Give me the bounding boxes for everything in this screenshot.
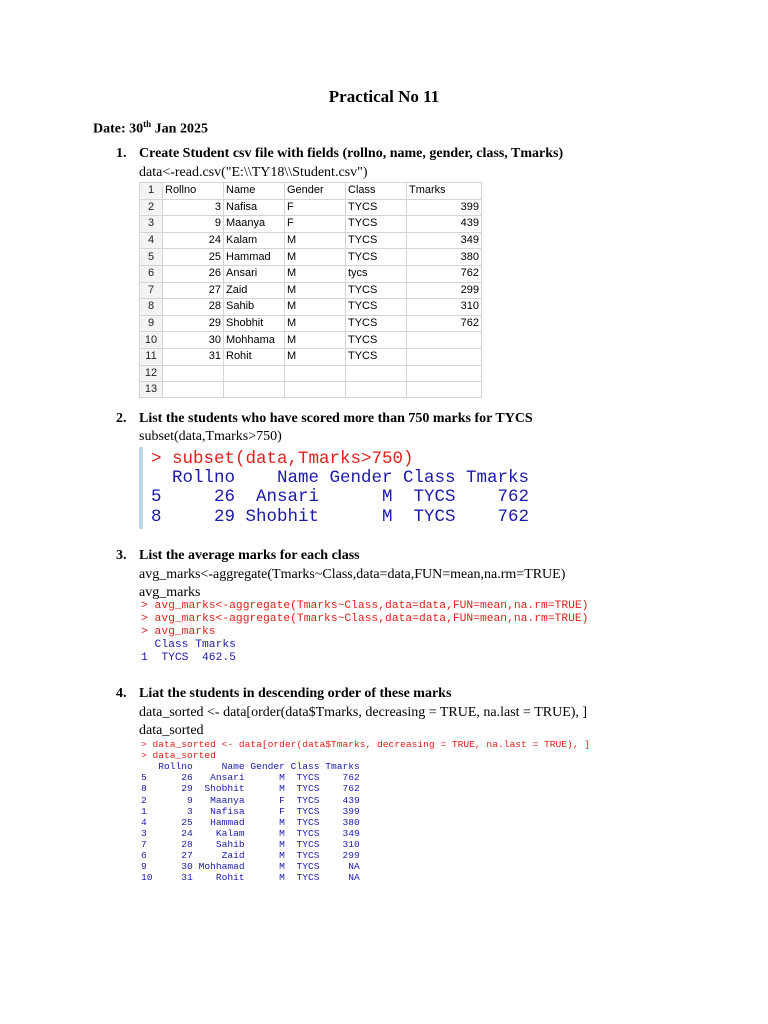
spreadsheet-row — [140, 282, 482, 299]
row-number: 3 — [140, 216, 163, 233]
cell: 24 — [163, 232, 224, 249]
cell: TYCS — [346, 348, 407, 365]
cell: TYCS — [346, 315, 407, 332]
row-number: 4 — [140, 232, 163, 249]
question-number: 4. — [116, 686, 127, 701]
spreadsheet-row — [140, 332, 482, 349]
row-number: 1 — [140, 183, 163, 200]
cell: M — [285, 265, 346, 282]
row-number: 8 — [140, 299, 163, 316]
cell: F — [285, 216, 346, 233]
cell: Kalam — [224, 232, 285, 249]
cell: TYCS — [346, 249, 407, 266]
cell: Sahib — [224, 299, 285, 316]
cell: 28 — [163, 299, 224, 316]
column-header: Name — [224, 183, 285, 200]
cell: Mohhama — [224, 332, 285, 349]
console-output-row: 5 26 Ansari M TYCS 762 — [151, 487, 530, 507]
date-prefix: Date: 30 — [93, 121, 144, 137]
console-command: > avg_marks — [141, 626, 216, 638]
spreadsheet-table — [139, 182, 482, 398]
row-number: 5 — [140, 249, 163, 266]
page-title: Practical No 11 — [328, 87, 440, 106]
cell: TYCS — [346, 199, 407, 216]
question-1 — [116, 146, 563, 162]
cell — [285, 382, 346, 398]
date-line — [93, 119, 208, 138]
cell: M — [285, 282, 346, 299]
cell: 26 — [163, 265, 224, 282]
cell: M — [285, 249, 346, 266]
console-command: > data_sorted <- data[order(data$Tmarks, decreasing = TRUE, na.last = TRUE), ] — [141, 739, 591, 750]
question-number: 2. — [116, 411, 127, 426]
cell: TYCS — [346, 299, 407, 316]
cell: 31 — [163, 348, 224, 365]
row-number: 12 — [140, 365, 163, 382]
console-output-header: Rollno Name Gender Class Tmarks — [151, 468, 530, 488]
cell: 9 — [163, 216, 224, 233]
cell — [407, 332, 482, 349]
console-output-row: 10 31 Rohit M TYCS NA — [141, 872, 360, 884]
cell: TYCS — [346, 216, 407, 233]
cell: 27 — [163, 282, 224, 299]
q4-code-line-1: data_sorted <- data[order(data$Tmarks, decreasing = TRUE, na.last = TRUE), ] — [139, 705, 588, 720]
question-number: 1. — [116, 146, 127, 161]
console-output-header: Class Tmarks — [141, 639, 236, 651]
spreadsheet-row — [140, 232, 482, 249]
question-2 — [116, 411, 533, 427]
cell — [346, 382, 407, 398]
cell: 3 — [163, 199, 224, 216]
console-output-row: 2 9 Maanya F TYCS 439 — [141, 794, 360, 806]
console-output-row: 7 28 Sahib M TYCS 310 — [141, 838, 360, 850]
cell: F — [285, 199, 346, 216]
question-text: Liat the students in descending order of these marks — [139, 686, 452, 701]
cell: TYCS — [346, 332, 407, 349]
date-superscript: th — [143, 119, 152, 129]
cell — [163, 382, 224, 398]
console-output-row: 8 29 Shobhit M TYCS 762 — [151, 507, 530, 527]
cell: 380 — [407, 249, 482, 266]
question-text: Create Student csv file with fields (rollno, name, gender, class, Tmarks) — [139, 146, 564, 161]
cell — [163, 365, 224, 382]
cell: Ansari — [224, 265, 285, 282]
spreadsheet-row — [140, 348, 482, 365]
console-output-row: 8 29 Shobhit M TYCS 762 — [141, 783, 360, 795]
cell: 349 — [407, 232, 482, 249]
console-output-row: 5 26 Ansari M TYCS 762 — [141, 772, 360, 784]
console-command: > data_sorted — [141, 750, 216, 762]
spreadsheet-row — [140, 249, 482, 266]
spreadsheet-row — [140, 382, 482, 398]
console-output-row: 9 30 Mohhamad M TYCS NA — [141, 861, 360, 873]
cell: Nafisa — [224, 199, 285, 216]
spreadsheet-header-row — [140, 183, 482, 200]
cell — [407, 365, 482, 382]
row-number: 6 — [140, 265, 163, 282]
cell: M — [285, 332, 346, 349]
console-command: > avg_marks<-aggregate(Tmarks~Class,data=data,FUN=mean,na.rm=TRUE) — [141, 600, 589, 612]
question-3 — [116, 548, 360, 564]
q3-code-line-2: avg_marks — [139, 585, 201, 600]
question-number: 3. — [116, 548, 127, 563]
cell: 399 — [407, 199, 482, 216]
q2-code: subset(data,Tmarks>750) — [139, 429, 282, 444]
console-output-row: 1 TYCS 462.5 — [141, 652, 236, 664]
question-text: List the average marks for each class — [139, 548, 360, 563]
cell: 762 — [407, 315, 482, 332]
cell: M — [285, 299, 346, 316]
cell: Zaid — [224, 282, 285, 299]
cell: 439 — [407, 216, 482, 233]
cell — [407, 382, 482, 398]
question-4 — [116, 686, 451, 702]
console-output-row: 3 24 Kalam M TYCS 349 — [141, 827, 360, 839]
cell: tycs — [346, 265, 407, 282]
cell — [285, 365, 346, 382]
console-output-row: 1 3 Nafisa F TYCS 399 — [141, 805, 360, 817]
cell: M — [285, 348, 346, 365]
row-number: 2 — [140, 199, 163, 216]
console-output-row: 4 25 Hammad M TYCS 380 — [141, 816, 360, 828]
spreadsheet-row — [140, 299, 482, 316]
cell: TYCS — [346, 232, 407, 249]
cell: M — [285, 232, 346, 249]
row-number: 9 — [140, 315, 163, 332]
spreadsheet-row — [140, 365, 482, 382]
cell: 29 — [163, 315, 224, 332]
spreadsheet-row — [140, 216, 482, 233]
console-command: > avg_marks<-aggregate(Tmarks~Class,data=data,FUN=mean,na.rm=TRUE) — [141, 613, 589, 625]
spreadsheet-row — [140, 265, 482, 282]
console-command: > subset(data,Tmarks>750) — [151, 449, 414, 469]
cell: 310 — [407, 299, 482, 316]
cell: 299 — [407, 282, 482, 299]
cell: 30 — [163, 332, 224, 349]
cell: 762 — [407, 265, 482, 282]
console-output-header: Rollno Name Gender Class Tmarks — [141, 761, 360, 773]
spreadsheet-row — [140, 315, 482, 332]
column-header: Class — [346, 183, 407, 200]
q4-code-line-2: data_sorted — [139, 723, 204, 738]
cell — [407, 348, 482, 365]
row-number: 7 — [140, 282, 163, 299]
console-output-row: 6 27 Zaid M TYCS 299 — [141, 850, 360, 861]
cell: Hammad — [224, 249, 285, 266]
row-number: 10 — [140, 332, 163, 349]
cell: Shobhit — [224, 315, 285, 332]
question-text: List the students who have scored more than 750 marks for TYCS — [139, 411, 533, 426]
cell: TYCS — [346, 282, 407, 299]
cell: Maanya — [224, 216, 285, 233]
cell — [224, 365, 285, 382]
date-suffix: Jan 2025 — [151, 121, 208, 137]
column-header: Tmarks — [407, 183, 482, 200]
column-header: Rollno — [163, 183, 224, 200]
q1-code: data<-read.csv("E:\\TY18\\Student.csv") — [139, 165, 368, 180]
cell: M — [285, 315, 346, 332]
column-header: Gender — [285, 183, 346, 200]
row-number: 13 — [140, 382, 163, 398]
cell: Rohit — [224, 348, 285, 365]
cell: 25 — [163, 249, 224, 266]
r-console-subset — [139, 447, 583, 529]
q3-code-line-1: avg_marks<-aggregate(Tmarks~Class,data=data,FUN=mean,na.rm=TRUE) — [139, 567, 566, 582]
cell — [224, 382, 285, 398]
row-number: 11 — [140, 348, 163, 365]
spreadsheet-row — [140, 199, 482, 216]
cell — [346, 365, 407, 382]
